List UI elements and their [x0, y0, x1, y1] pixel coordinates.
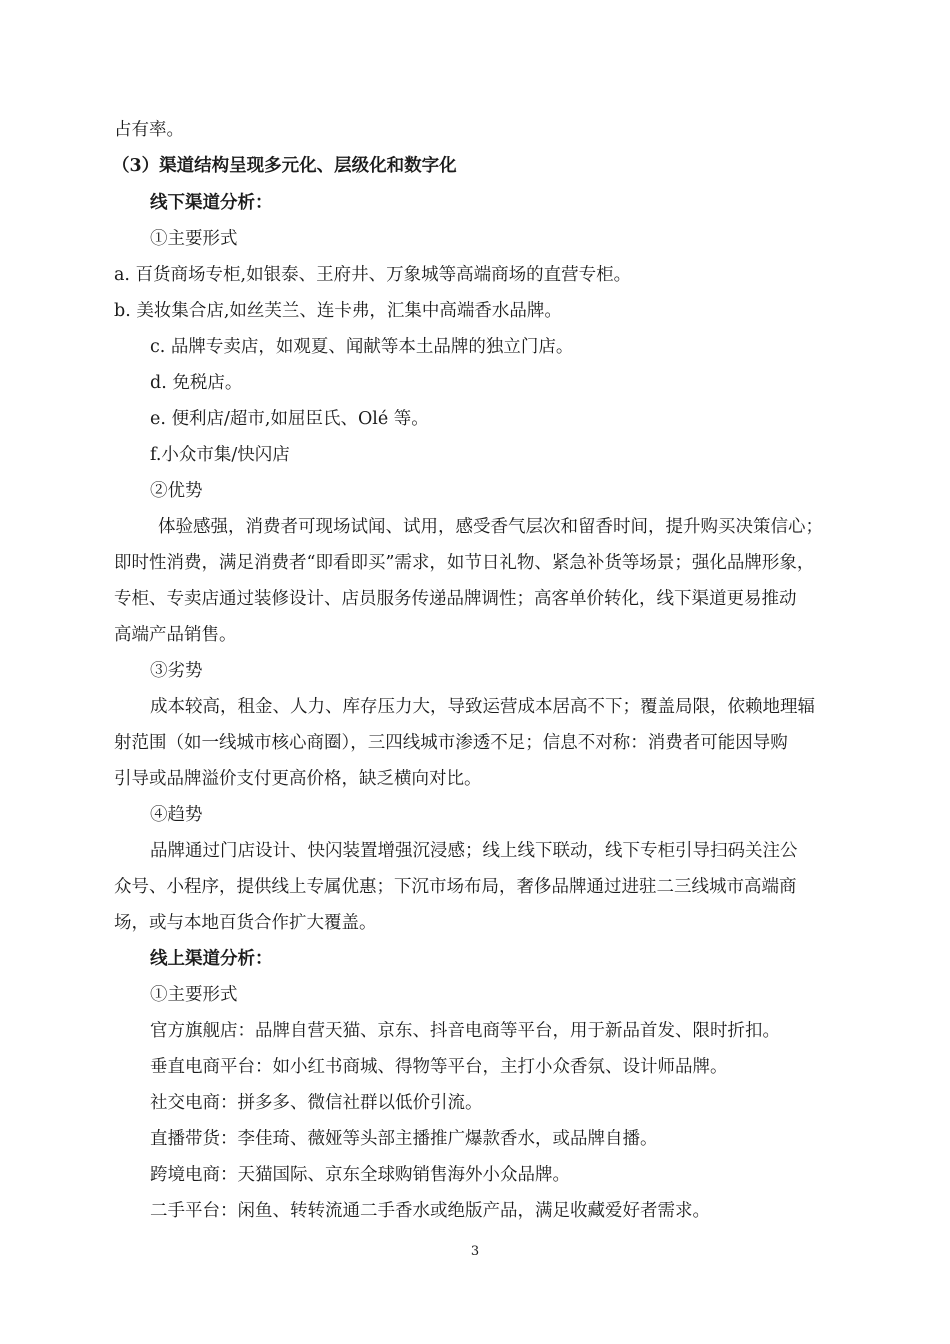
- text-line: 跨境电商：天猫国际、京东全球购销售海外小众品牌。: [150, 1165, 570, 1185]
- text-line: ②优势: [150, 481, 203, 501]
- text-line: 专柜、专卖店通过装修设计、店员服务传递品牌调性；高客单价转化，线下渠道更易推动: [114, 589, 797, 609]
- list-item: d. 免税店。: [150, 373, 243, 393]
- text-line: 体验感强，消费者可现场试闻、试用，感受香气层次和留香时间，提升购买决策信心；: [158, 517, 823, 537]
- page-number: 3: [470, 1244, 480, 1259]
- text-line: 即时性消费，满足消费者“即看即买”需求，如节日礼物、紧急补货等场景；强化品牌形象，: [114, 553, 815, 573]
- text-line: ③劣势: [150, 661, 203, 681]
- list-item: a. 百货商场专柜,如银泰、王府井、万象城等高端商场的直营专柜。: [114, 265, 632, 285]
- list-item: f.小众市集/快闪店: [150, 445, 290, 465]
- text-line: 高端产品销售。: [114, 625, 237, 645]
- list-item: e. 便利店/超市,如屈臣氏、Olé 等。: [150, 409, 429, 429]
- text-line: 引导或品牌溢价支付更高价格，缺乏横向对比。: [114, 769, 482, 789]
- list-item: c. 品牌专卖店，如观夏、闻献等本土品牌的独立门店。: [150, 337, 574, 357]
- text-line: 垂直电商平台：如小红书商城、得物等平台，主打小众香氛、设计师品牌。: [150, 1057, 728, 1077]
- text-line: 社交电商：拼多多、微信社群以低价引流。: [150, 1093, 483, 1113]
- text-line: ④趋势: [150, 805, 203, 825]
- subheading-offline: 线下渠道分析：: [150, 193, 273, 213]
- text-line: ①主要形式: [150, 985, 238, 1005]
- text-line: 官方旗舰店：品牌自营天猫、京东、抖音电商等平台，用于新品首发、限时折扣。: [150, 1021, 780, 1041]
- text-line: 占有率。: [114, 120, 184, 140]
- subheading-online: 线上渠道分析：: [150, 949, 273, 969]
- text-line: 品牌通过门店设计、快闪装置增强沉浸感；线上线下联动，线下专柜引导扫码关注公: [150, 841, 798, 861]
- text-line: 射范围（如一线城市核心商圈），三四线城市渗透不足；信息不对称：消费者可能因导购: [114, 733, 788, 753]
- text-line: 直播带货：李佳琦、薇娅等头部主播推广爆款香水，或品牌自播。: [150, 1129, 658, 1149]
- section-heading: （3）渠道结构呈现多元化、层级化和数字化: [112, 156, 457, 176]
- text-line: 二手平台：闲鱼、转转流通二手香水或绝版产品，满足收藏爱好者需求。: [150, 1201, 710, 1221]
- list-item: b. 美妆集合店,如丝芙兰、连卡弗，汇集中高端香水品牌。: [114, 301, 562, 321]
- text-line: 成本较高，租金、人力、库存压力大，导致运营成本居高不下；覆盖局限，依赖地理辐: [150, 697, 815, 717]
- text-line: ①主要形式: [150, 229, 238, 249]
- text-line: 场，或与本地百货合作扩大覆盖。: [114, 913, 377, 933]
- text-line: 众号、小程序，提供线上专属优惠；下沉市场布局，奢侈品牌通过进驻二三线城市高端商: [114, 877, 797, 897]
